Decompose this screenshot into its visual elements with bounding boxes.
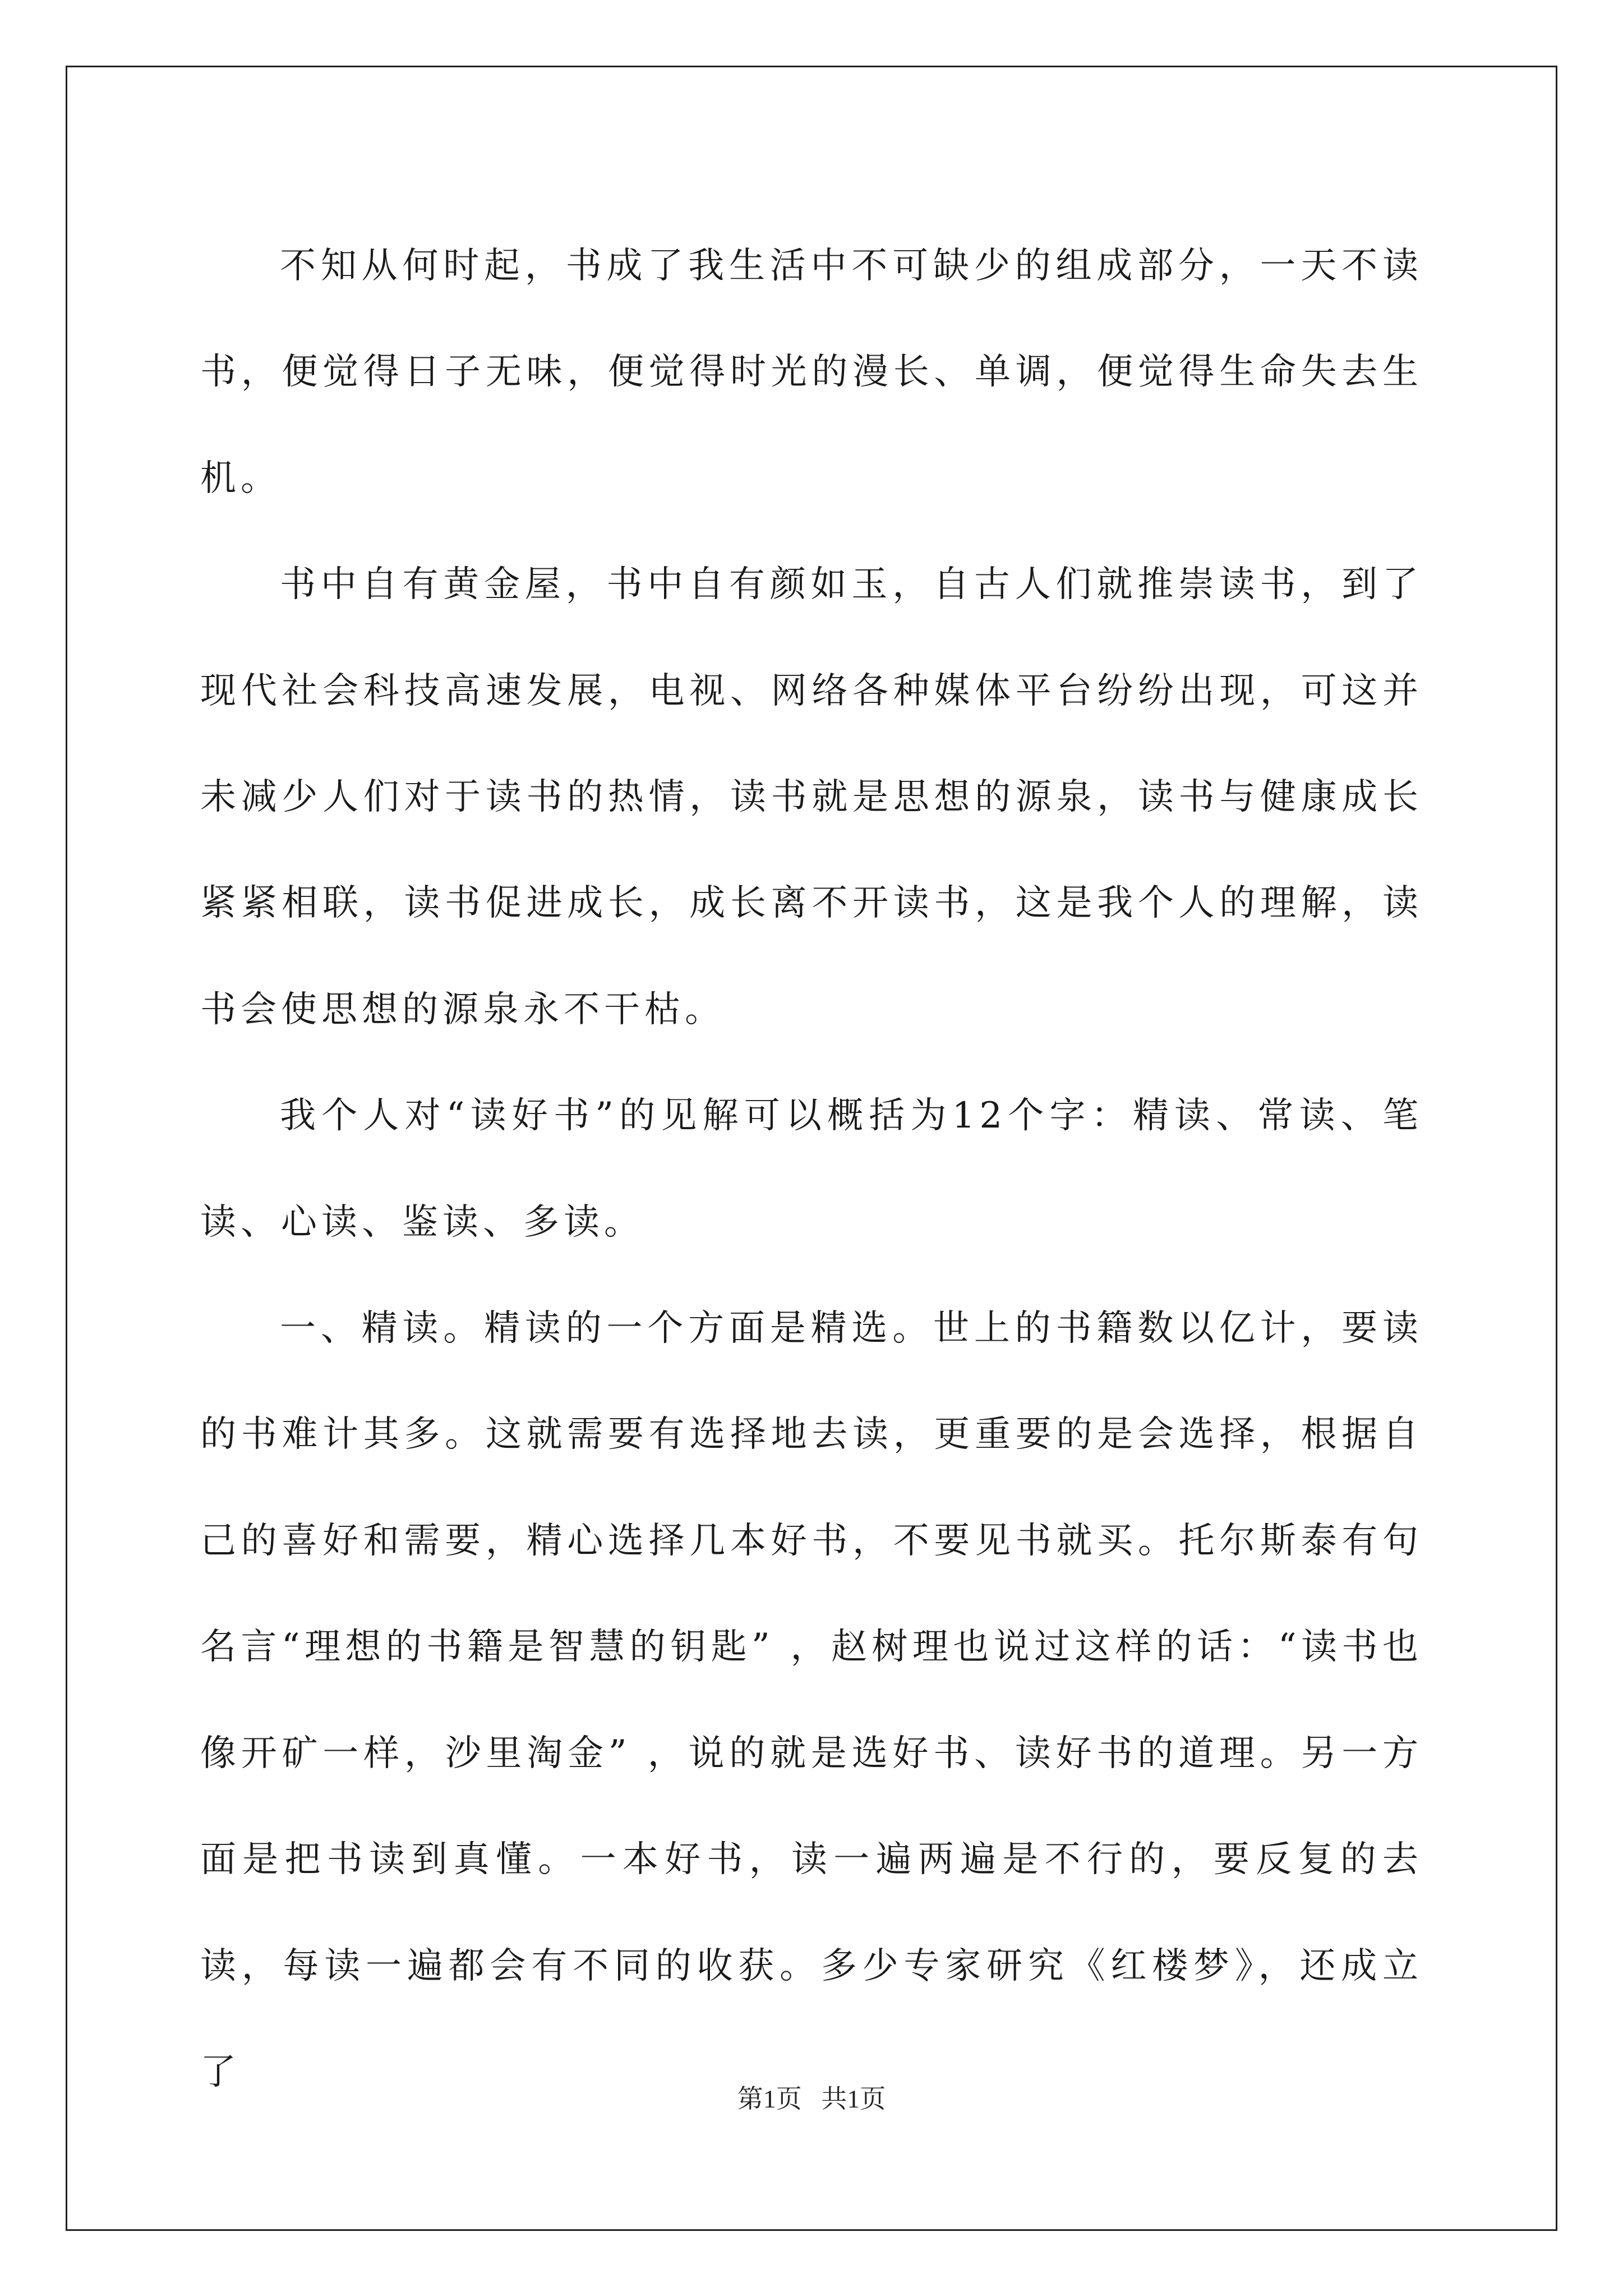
page-footer: [0, 2082, 1623, 2116]
paragraph-4: 一、精读。精读的一个方面是精选。世上的书籍数以亿计，要读的书难计其多。这就需要有选择地去读，更重要的是会选择，根据自己的喜好和需要，精心选择几本好书，不要见书就买。托尔斯泰有句名言“理想的书籍是智慧的钥匙” ，赵树理也说过这样的话：“读书也像开矿一样，沙里淘金” ，说的就是选好书、读好书的道理。另一方面是把书读到真懂。一本好书，读一遍两遍是不行的，要反复的去读，每读一遍都会有不同的收获。多少专家研究《红楼梦》，还成立了: [200, 1308, 1423, 2093]
page-total: 共1页: [821, 2085, 886, 2113]
paragraph-2: 书中自有黄金屋，书中自有颜如玉，自古人们就推崇读书，到了现代社会科技高速发展，电视、网络各种媒体平台纷纷出现，可这并未减少人们对于读书的热情，读书就是思想的源泉，读书与健康成长紧紧相联，读书促进成长，成长离不开读书，这是我个人的理解，读书会使思想的源泉永不干枯。: [200, 564, 1423, 1030]
paragraph-1: 不知从何时起，书成了我生活中不可缺少的组成部分，一天不读书，便觉得日子无味，便觉得时光的漫长、单调，便觉得生命失去生机。: [200, 245, 1423, 499]
page-number: 第1页: [737, 2085, 802, 2113]
document-body: [200, 213, 1423, 2125]
footer-spacer: [802, 2085, 822, 2113]
paragraph-3: 我个人对“读好书”的见解可以概括为12个字：精读、常读、笔读、心读、鉴读、多读。: [200, 1095, 1423, 1243]
